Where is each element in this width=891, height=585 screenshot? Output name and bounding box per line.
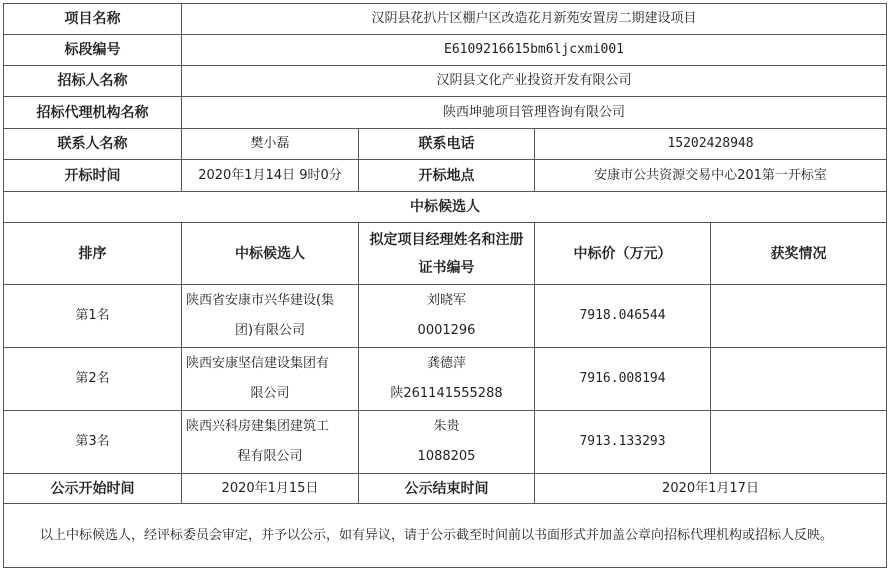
row-project-name (4, 4, 887, 35)
table-row (4, 411, 887, 474)
phone-label: 联系电话 (359, 129, 535, 160)
section-no-label: 标段编号 (4, 35, 182, 66)
col-candidate-header: 中标候选人 (182, 223, 359, 285)
candidate-awards (711, 348, 887, 411)
agency-value: 陕西坤驰项目管理咨询有限公司 (182, 97, 887, 129)
project-name-label: 项目名称 (4, 4, 182, 35)
candidate-rank: 第3名 (4, 411, 182, 474)
publicity-start-label: 公示开始时间 (4, 474, 182, 504)
open-place-value: 安康市公共资源交易中心201第一开标室 (535, 160, 887, 192)
row-tenderer (4, 66, 887, 97)
candidate-price: 7913.133293 (535, 411, 711, 474)
candidate-awards (711, 411, 887, 474)
row-open (4, 160, 887, 192)
open-place-label: 开标地点 (359, 160, 535, 192)
candidate-price: 7916.008194 (535, 348, 711, 411)
phone-value: 15202428948 (535, 129, 887, 160)
row-column-headers (4, 223, 887, 285)
candidate-name-line1: 陕西安康坚信建设集团有 (186, 356, 330, 371)
agency-label: 招标代理机构名称 (4, 97, 182, 129)
publicity-start-value: 2020年1月15日 (182, 474, 359, 504)
candidate-name (182, 348, 359, 411)
col-rank-header: 排序 (4, 223, 182, 285)
bid-result-table (3, 3, 887, 568)
contact-label: 联系人名称 (4, 129, 182, 160)
manager-cert: 陕261141555288 (390, 386, 503, 401)
candidate-name (182, 411, 359, 474)
project-name-value: 汉阴县花扒片区棚户区改造花月新苑安置房二期建设项目 (182, 4, 887, 35)
section-no-value: E6109216615bm6ljcxmi001 (182, 35, 887, 66)
candidate-rank: 第2名 (4, 348, 182, 411)
open-time-label: 开标时间 (4, 160, 182, 192)
tenderer-label: 招标人名称 (4, 66, 182, 97)
candidate-name-line2: 程有限公司 (237, 449, 303, 464)
manager-name: 刘晓军 (426, 293, 466, 308)
manager-name: 龚德萍 (426, 356, 466, 371)
table-row (4, 285, 887, 348)
publicity-end-label: 公示结束时间 (359, 474, 535, 504)
candidates-heading: 中标候选人 (4, 192, 887, 223)
tenderer-value: 汉阴县文化产业投资开发有限公司 (182, 66, 887, 97)
row-agency (4, 97, 887, 129)
candidate-name-line2: 团)有限公司 (234, 323, 306, 338)
candidate-name-line2: 限公司 (250, 386, 290, 401)
row-section-no (4, 35, 887, 66)
candidate-awards (711, 285, 887, 348)
candidate-name-line1: 陕西兴科房建集团建筑工 (186, 419, 330, 434)
objection-note: 以上中标候选人，经评标委员会审定，并予以公示，如有异议，请于公示截至时间前以书面形式并加盖公章向招标代理机构或招标人反映。 (4, 504, 887, 568)
candidate-manager (359, 348, 535, 411)
row-contact (4, 129, 887, 160)
publicity-end-value: 2020年1月17日 (535, 474, 887, 504)
col-manager-header: 拟定项目经理姓名和注册证书编号 (359, 223, 535, 285)
row-publicity (4, 474, 887, 504)
manager-cert: 1088205 (417, 449, 476, 464)
candidate-name (182, 285, 359, 348)
open-time-value: 2020年1月14日 9时0分 (182, 160, 359, 192)
candidate-name-line1: 陕西省安康市兴华建设(集 (186, 293, 335, 308)
row-note (4, 504, 887, 568)
col-price-header: 中标价（万元） (535, 223, 711, 285)
manager-cert: 0001296 (417, 323, 476, 338)
row-candidates-heading (4, 192, 887, 223)
candidate-manager (359, 285, 535, 348)
contact-value: 樊小磊 (182, 129, 359, 160)
col-awards-header: 获奖情况 (711, 223, 887, 285)
candidate-rank: 第1名 (4, 285, 182, 348)
candidate-manager (359, 411, 535, 474)
candidate-price: 7918.046544 (535, 285, 711, 348)
table-row (4, 348, 887, 411)
manager-name: 朱贵 (433, 419, 460, 434)
